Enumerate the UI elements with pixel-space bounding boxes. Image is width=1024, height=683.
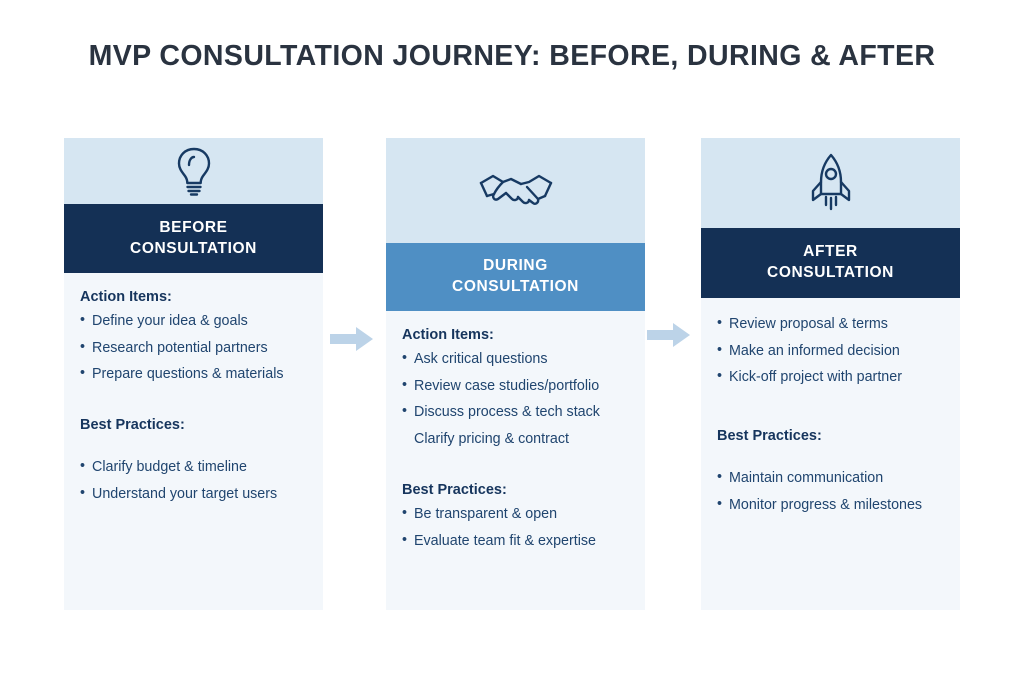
before-best-list xyxy=(80,457,309,504)
before-action-label: Action Items: xyxy=(80,289,172,305)
spacer xyxy=(78,391,309,417)
header-during-line2: CONSULTATION xyxy=(452,278,579,295)
body-during xyxy=(386,311,645,567)
body-after xyxy=(701,298,960,532)
journey-board xyxy=(64,138,964,613)
list-item: • Ask critical questions xyxy=(402,349,631,370)
header-after-line2: CONSULTATION xyxy=(767,264,894,281)
list-item: • Review case studies/portfolio xyxy=(402,376,631,397)
arrow-during-to-after xyxy=(647,322,691,348)
during-action-list xyxy=(402,349,631,450)
column-before-consultation xyxy=(64,138,323,610)
header-before xyxy=(64,204,323,273)
icon-band-before xyxy=(64,138,323,204)
during-best-list xyxy=(402,504,631,551)
header-during-line1: DURING xyxy=(483,257,548,275)
body-before xyxy=(64,273,323,521)
list-item: • Review proposal & terms xyxy=(717,314,946,335)
list-item: • Be transparent & open xyxy=(402,504,631,525)
list-item: • Clarify budget & timeline xyxy=(80,457,309,478)
spacer xyxy=(400,456,631,482)
after-best-list xyxy=(717,468,946,515)
list-item: • Prepare questions & materials xyxy=(80,364,309,385)
list-item: • Monitor progress & milestones xyxy=(717,495,946,516)
rocket-icon xyxy=(805,152,857,214)
header-before-line1: BEFORE xyxy=(159,218,228,236)
list-item: • Maintain communication xyxy=(717,468,946,489)
page-title: MVP CONSULTATION JOURNEY: BEFORE, DURING & AFTER xyxy=(88,40,936,72)
spacer xyxy=(715,394,946,428)
list-item: Clarify pricing & contract xyxy=(414,431,569,448)
list-item: • Make an informed decision xyxy=(717,341,946,362)
header-during xyxy=(386,243,645,311)
spacer xyxy=(715,450,946,468)
column-after-consultation xyxy=(701,138,960,610)
header-after xyxy=(701,228,960,298)
arrow-before-to-during xyxy=(330,326,374,352)
lightbulb-icon xyxy=(170,143,218,199)
before-action-list xyxy=(80,311,309,385)
during-action-label: Action Items: xyxy=(402,327,494,343)
list-item: • Kick-off project with partner xyxy=(717,367,946,388)
after-best-label: Best Practices: xyxy=(717,428,822,445)
header-after-line1: AFTER xyxy=(803,243,858,261)
before-best-label: Best Practices: xyxy=(80,417,185,434)
icon-band-after xyxy=(701,138,960,228)
icon-band-during xyxy=(386,138,645,243)
during-best-label: Best Practices: xyxy=(402,481,507,498)
header-before-line2: CONSULTATION xyxy=(130,239,257,257)
column-during-consultation xyxy=(386,138,645,610)
list-item: • Define your idea & goals xyxy=(80,311,309,332)
spacer xyxy=(78,439,309,457)
list-item: • Discuss process & tech stack xyxy=(402,402,631,423)
after-action-list xyxy=(717,314,946,388)
handshake-icon xyxy=(477,163,555,219)
list-item: • Evaluate team fit & expertise xyxy=(402,531,631,552)
list-item: • Understand your target users xyxy=(80,484,309,505)
list-item: • Research potential partners xyxy=(80,338,309,359)
